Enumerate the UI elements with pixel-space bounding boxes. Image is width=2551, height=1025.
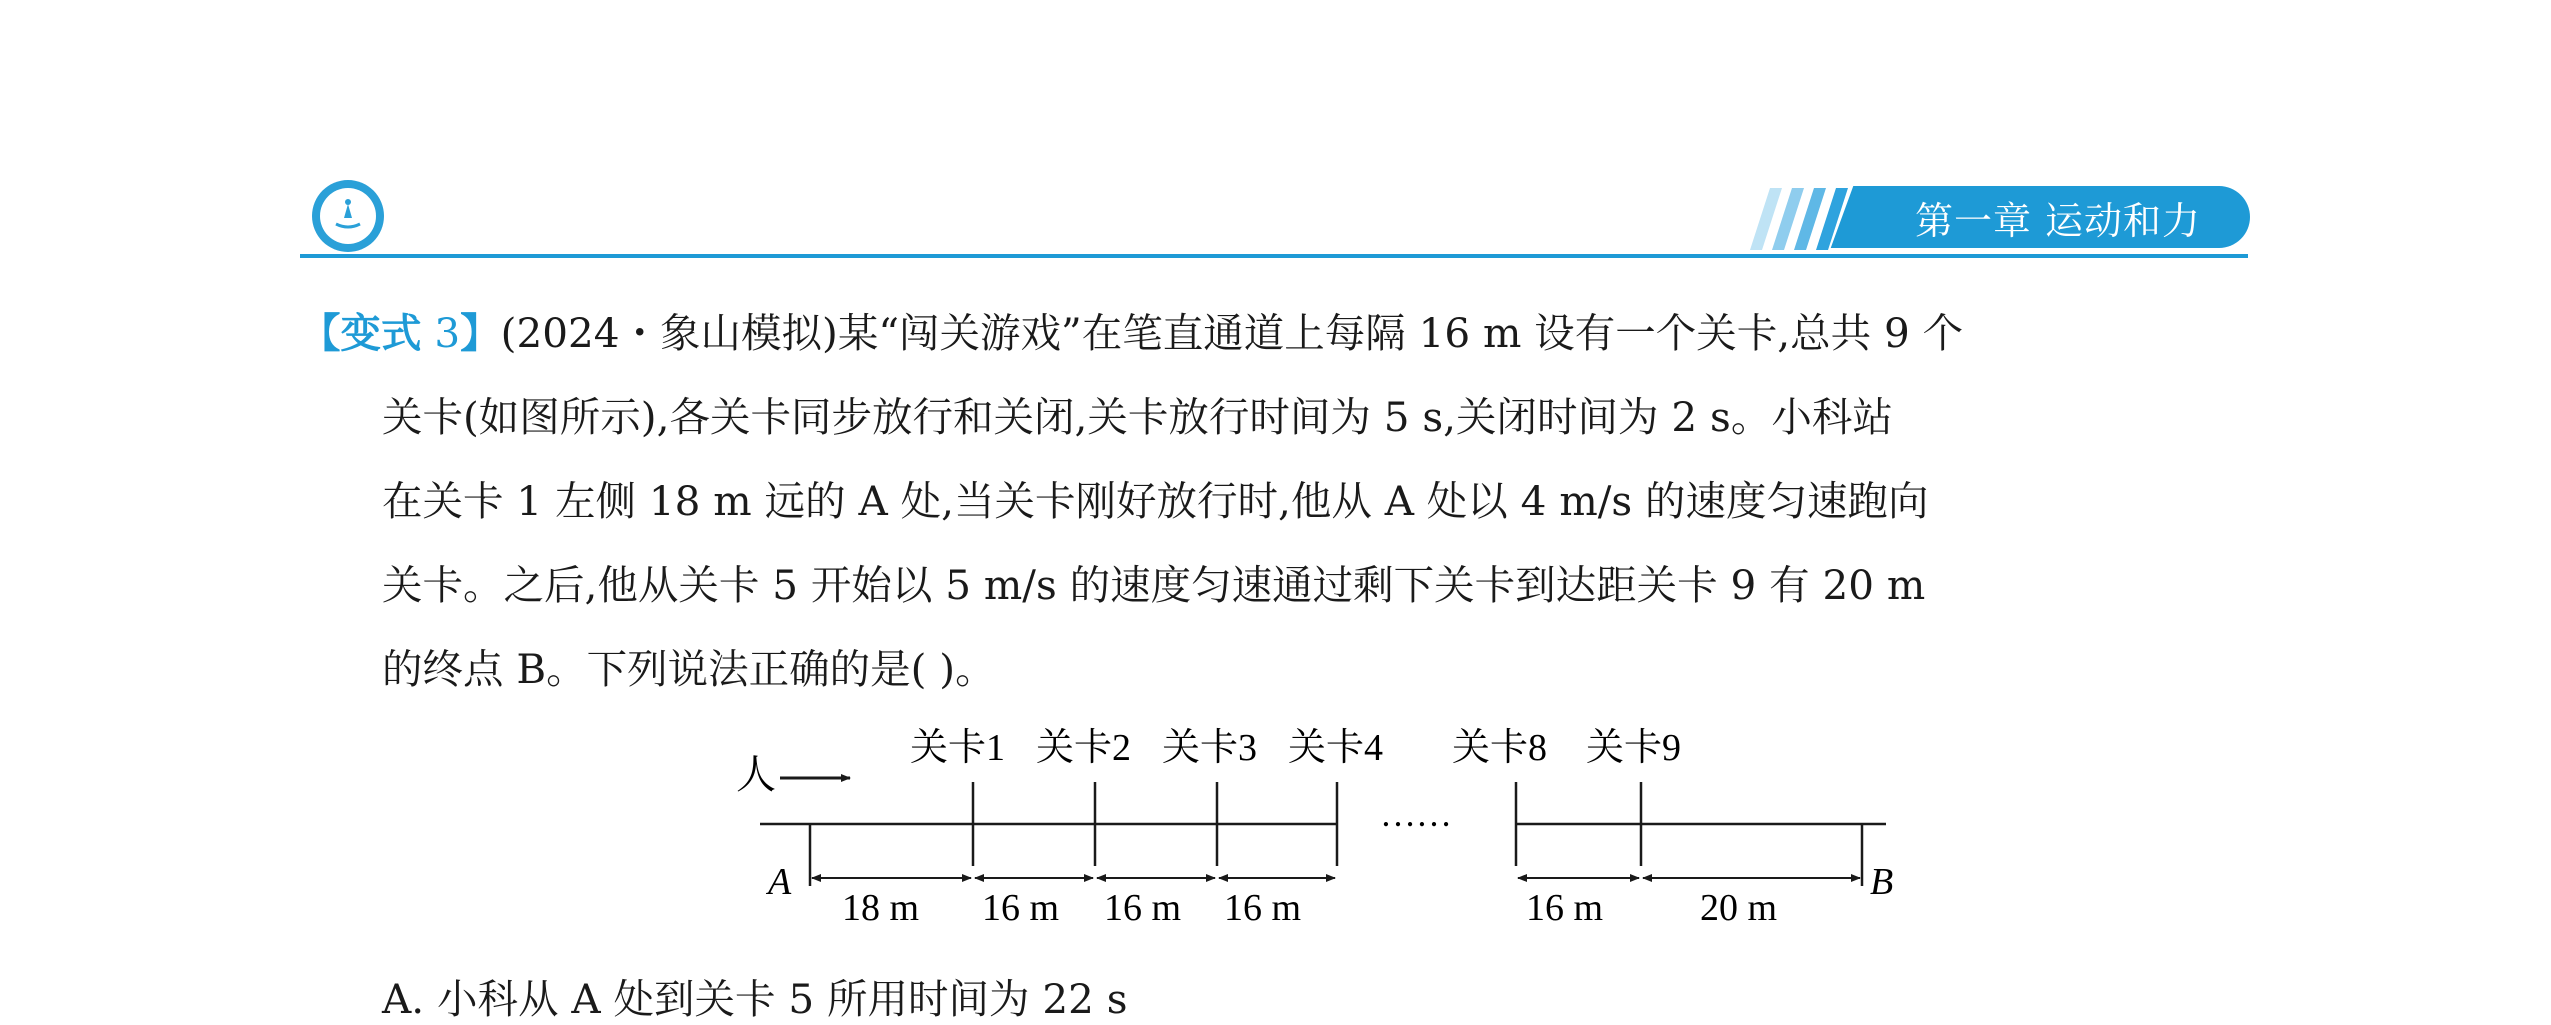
gate-label-2: 关卡2 xyxy=(1036,727,1132,769)
logo-icon xyxy=(328,196,368,236)
tag-label: 变式 xyxy=(340,309,422,357)
gate-label-3: 关卡3 xyxy=(1162,727,1258,769)
chapter-title: 第一章 运动和力 xyxy=(1866,186,2250,248)
header-rule xyxy=(300,254,2248,258)
tag-number: 3 xyxy=(434,309,461,357)
distance-label-5: 16 m xyxy=(1526,887,1604,929)
point-a-label: A xyxy=(768,861,792,903)
tag-close: 】 xyxy=(460,309,501,357)
ellipsis: …… xyxy=(1380,794,1452,834)
tag-open: 【 xyxy=(300,309,341,357)
point-b-label: B xyxy=(1870,861,1894,903)
gate-label-8: 关卡8 xyxy=(1452,727,1548,769)
problem-line-5: 的终点 B。下列说法正确的是( )。 xyxy=(382,645,996,693)
problem-line-2: 关卡(如图所示),各关卡同步放行和关闭,关卡放行时间为 5 s,关闭时间为 2 s。小科站 xyxy=(382,393,1893,441)
problem-line-3: 在关卡 1 左侧 18 m 远的 A 处,当关卡刚好放行时,他从 A 处以 4 m/s 的速度匀速跑向 xyxy=(382,477,1929,525)
problem-text-1: (2024・象山模拟)某“闯关游戏”在笔直通道上每隔 16 m 设有一个关卡,总共 9 个 xyxy=(500,309,1964,357)
gate-label-9: 关卡9 xyxy=(1586,727,1682,769)
distance-label-3: 16 m xyxy=(1104,887,1182,929)
person-label: 人 xyxy=(736,752,776,797)
problem-line-1 xyxy=(300,300,1963,359)
gate-label-1: 关卡1 xyxy=(910,727,1006,769)
gate-label-4: 关卡4 xyxy=(1288,727,1384,769)
gate-diagram xyxy=(720,720,1920,950)
option-a: A. 小科从 A 处到关卡 5 所用时间为 22 s xyxy=(382,975,1128,1023)
publisher-logo xyxy=(312,180,384,252)
distance-label-6: 20 m xyxy=(1700,887,1778,929)
distance-label-4: 16 m xyxy=(1224,887,1302,929)
distance-label-1: 18 m xyxy=(842,887,920,929)
problem-line-4: 关卡。之后,他从关卡 5 开始以 5 m/s 的速度匀速通过剩下关卡到达距关卡 9 有 20 m xyxy=(382,561,1926,609)
distance-label-2: 16 m xyxy=(982,887,1060,929)
